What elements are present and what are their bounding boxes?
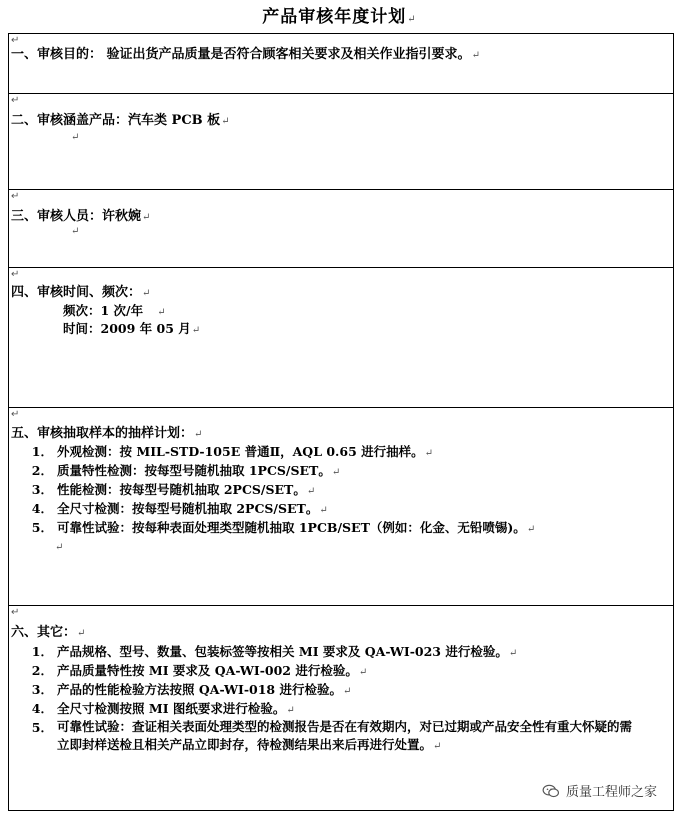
other-item xyxy=(29,718,643,756)
paragraph-mark: ↵ xyxy=(331,467,341,478)
paragraph-mark: ↵ xyxy=(142,288,151,299)
paragraph-mark: ↵ xyxy=(71,226,80,237)
paragraph-mark: ↵ xyxy=(142,212,151,223)
auditor-value: 许秋婉 xyxy=(102,209,142,224)
item-text: 产品质量特性按 MI 要求及 QA-WI-002 进行检验。 xyxy=(57,663,358,678)
paragraph-mark: ↵ xyxy=(342,686,352,697)
section-auditor xyxy=(9,190,673,268)
item-text-content: 可靠性试验：查证相关表面处理类型的检测报告是否在有效期内，对已过期或产品安全性有重大怀疑的需立即封样送检且相关产品立即封存，待检测结果出来后再进行处置。 xyxy=(57,719,633,752)
purpose-row xyxy=(11,43,480,62)
item-number: 5． xyxy=(31,520,53,535)
time-value: 时间：2009 年 05 月 xyxy=(63,321,191,336)
item-number: 3． xyxy=(31,682,53,697)
item-number: 1． xyxy=(31,444,53,459)
auditor-heading: 三、审核人员： xyxy=(11,209,103,224)
item-number: 2． xyxy=(31,663,53,678)
paragraph-mark: ↵ xyxy=(71,132,80,143)
document-title xyxy=(0,2,679,27)
other-item xyxy=(29,680,351,698)
title-text: 产品审核年度计划 xyxy=(262,7,407,27)
frequency-value: 频次：1 次/年 xyxy=(63,303,144,318)
paragraph-mark: ↵ xyxy=(424,448,434,459)
audit-plan-table xyxy=(8,33,674,811)
purpose-value: 验证出货产品质量是否符合顾客相关要求及相关作业指引要求。 xyxy=(106,47,471,62)
other-item xyxy=(29,661,367,679)
item-text: 全尺寸检测：按每型号随机抽取 2PCS/SET。 xyxy=(57,501,319,516)
other-item xyxy=(29,699,295,717)
paragraph-mark: ↵ xyxy=(286,705,295,716)
table-anchor-mark: ↵ xyxy=(11,35,20,46)
table-anchor-mark: ↵ xyxy=(11,269,20,280)
other-heading: 六、其它： xyxy=(11,625,77,640)
watermark-text: 质量工程师之家 xyxy=(565,785,657,800)
other-row xyxy=(11,621,85,640)
schedule-row xyxy=(11,281,150,300)
item-number: 4． xyxy=(31,501,53,516)
section-schedule xyxy=(9,268,673,408)
frequency-line xyxy=(63,301,166,319)
sampling-item xyxy=(29,461,340,479)
item-text: 产品规格、型号、数量、包装标签等按相关 MI 要求及 QA-WI-023 进行检验。 xyxy=(57,644,508,659)
paragraph-mark: ↵ xyxy=(55,542,64,553)
time-line xyxy=(63,319,200,337)
auditor-row xyxy=(11,205,150,224)
item-text: 产品的性能检验方法按照 QA-WI-018 进行检验。 xyxy=(57,682,342,697)
paragraph-mark: ↵ xyxy=(157,307,166,318)
watermark xyxy=(542,781,657,800)
paragraph-mark: ↵ xyxy=(471,50,480,61)
purpose-heading: 一、审核目的： xyxy=(11,47,103,62)
item-number: 4． xyxy=(31,701,53,716)
paragraph-mark: ↵ xyxy=(191,325,201,336)
sampling-heading: 五、审核抽取样本的抽样计划： xyxy=(11,426,194,441)
paragraph-mark: ↵ xyxy=(508,648,518,659)
paragraph-mark: ↵ xyxy=(77,628,86,639)
paragraph-mark: ↵ xyxy=(221,116,230,127)
sampling-item xyxy=(29,518,535,536)
sampling-item xyxy=(29,480,315,498)
section-purpose xyxy=(9,34,673,94)
paragraph-mark: ↵ xyxy=(194,429,203,440)
table-anchor-mark: ↵ xyxy=(11,607,20,618)
item-text: 外观检测：按 MIL-STD-105E 普通Ⅱ，AQL 0.65 进行抽样。 xyxy=(57,444,424,459)
sampling-row xyxy=(11,422,202,441)
section-products xyxy=(9,94,673,190)
other-item xyxy=(29,642,517,660)
item-text: 质量特性检测：按每型号随机抽取 1PCS/SET。 xyxy=(57,463,331,478)
paragraph-mark: ↵ xyxy=(433,741,442,752)
item-text: 可靠性试验：按每种表面处理类型随机抽取 1PCB/SET（例如：化金、无铅喷锡)。 xyxy=(57,520,526,535)
item-number: 3． xyxy=(31,482,53,497)
products-row xyxy=(11,109,230,128)
paragraph-mark: ↵ xyxy=(526,524,536,535)
sampling-item xyxy=(29,442,433,460)
section-sampling xyxy=(9,408,673,606)
products-heading: 二、审核涵盖产品： xyxy=(11,113,129,128)
item-number: 2． xyxy=(31,463,53,478)
paragraph-mark: ↵ xyxy=(306,486,316,497)
wechat-icon xyxy=(542,784,560,798)
item-number: 5． xyxy=(31,720,53,735)
products-value: 汽车类 PCB 板 xyxy=(128,113,221,128)
paragraph-mark: ↵ xyxy=(319,505,328,516)
paragraph-mark: ↵ xyxy=(407,14,417,25)
schedule-heading: 四、审核时间、频次： xyxy=(11,285,142,300)
item-text xyxy=(57,718,643,756)
sampling-item xyxy=(29,499,328,517)
table-anchor-mark: ↵ xyxy=(11,409,20,420)
item-number: 1． xyxy=(31,644,53,659)
paragraph-mark: ↵ xyxy=(358,667,368,678)
item-text: 全尺寸检测按照 MI 图纸要求进行检验。 xyxy=(57,701,286,716)
table-anchor-mark: ↵ xyxy=(11,95,20,106)
item-text: 性能检测：按每型号随机抽取 2PCS/SET。 xyxy=(57,482,306,497)
table-anchor-mark: ↵ xyxy=(11,191,20,202)
